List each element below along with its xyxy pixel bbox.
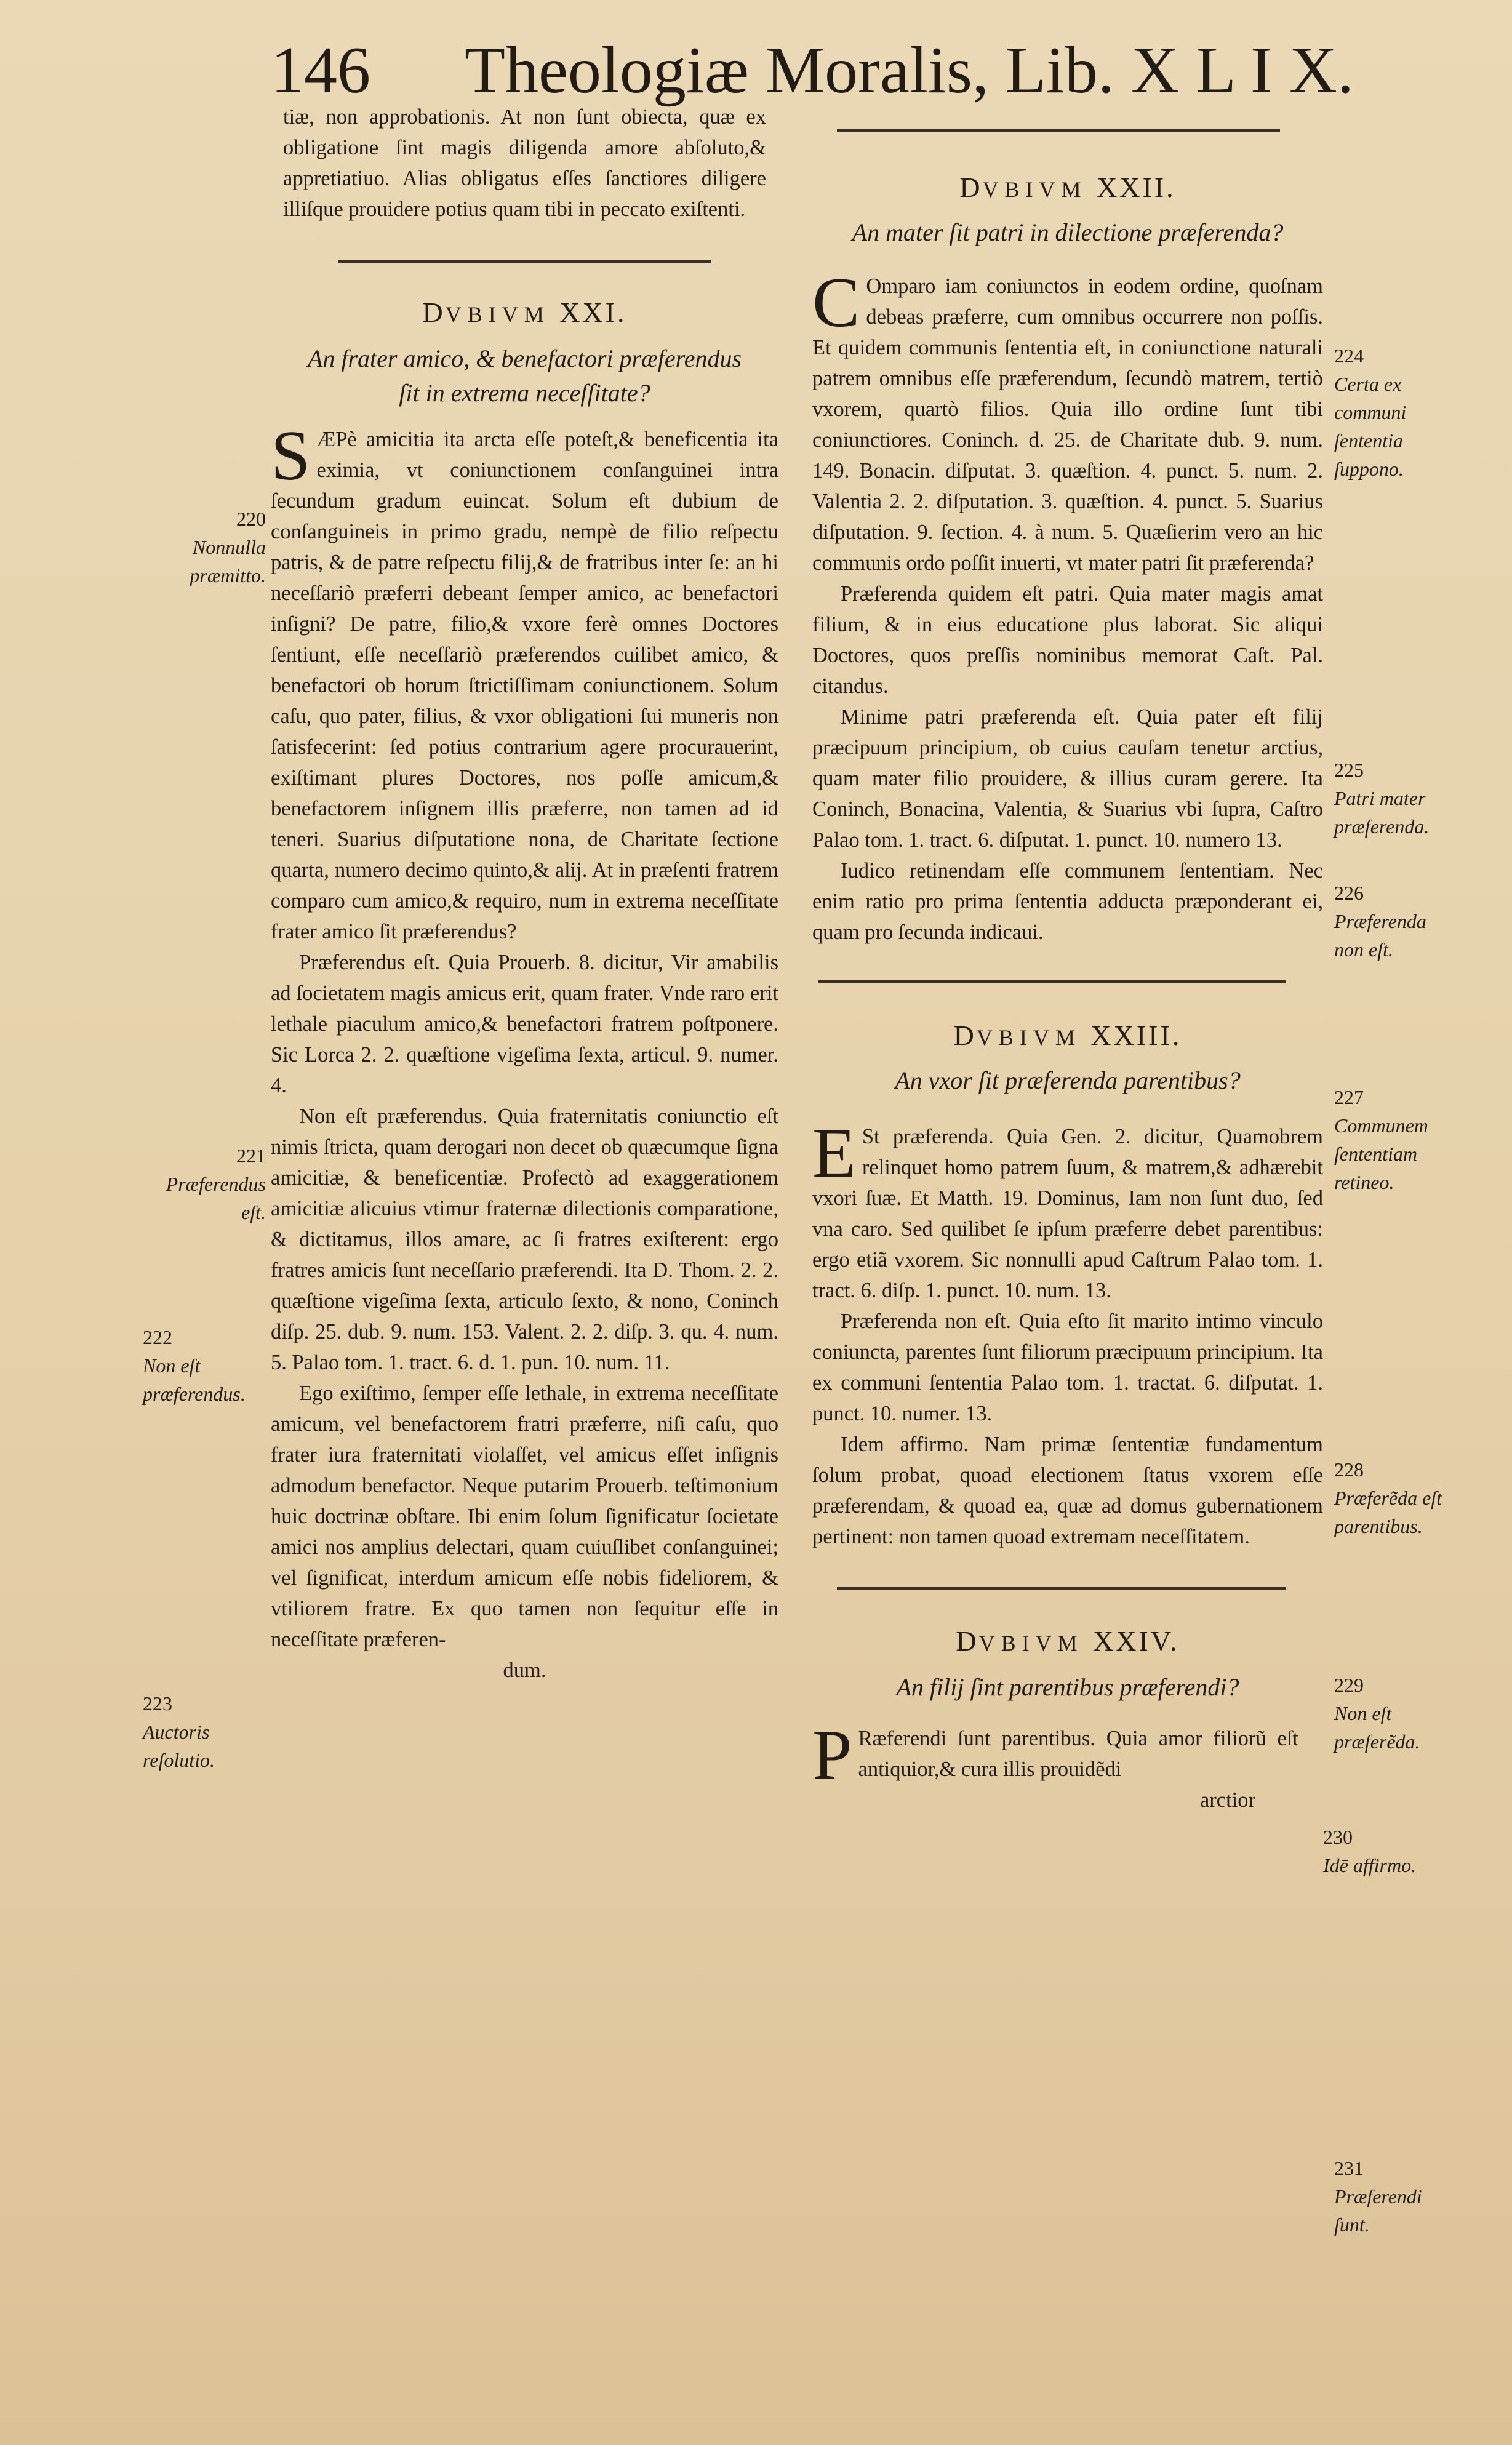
- dubium-22-heading: DVBIVM XXII.: [959, 172, 1176, 203]
- paragraph-225: Præferenda quidem eſt patri. Quia mater magis amat filium, & in eius educatione plus laborat. Sic aliqui Doctores, quos preſſis nominibus memorat Caſt. Pal. citandus.: [812, 582, 1323, 698]
- dubium-24-question: An filij ſint parentibus præferendi?: [896, 1673, 1239, 1701]
- dubium-22-question: An mater ſit patri in dilectione præferenda?: [852, 218, 1284, 246]
- margin-note-231: 231 Præferendi ſunt.: [1334, 2157, 1422, 2236]
- paragraph-228: E St præferenda. Quia Gen. 2. dicitur, Quamobrem relinquet homo patrem ſuum, & matrem,& adhærebit vxori ſuæ. Et Matth. 19. Dominus, Iam non ſunt duo, ſed vna caro. Sed quilibet ſe ipſum præferre debet parentibus: ergo etiã vxorem. Sic nonnulli apud Caſtrum Palao tom. 1. tract. 6. diſp. 1. punct. 10. num. 13.: [812, 1114, 1323, 1302]
- page-number: 146: [271, 34, 370, 107]
- paragraph-223: Ego exiſtimo, ſemper eſſe lethale, in extrema neceſſitate amicum, vel benefactorem fratri præferre, niſi caſu, quo frater iura fraternitati violaſſet, vel amicus eſſet inſignis admodum benefactor. Neque putarim Prouerb. teſtimonium huic doctrinæ obſtare. Ibi enim ſolum ſignificatur ſocietate amici nos amplius delectari, quam cuiuſlibet conſanguinei; vel ſignificat, interdum amicum eſſe nobis fideliorem, & vtiliorem fratre. Ex quo tamen non ſequitur eſſe in neceſſitate præferen-: [271, 1382, 778, 1651]
- margin-note-228: 228 Præferẽda eſt parentibus.: [1334, 1459, 1442, 1537]
- margin-note-223: 223 Auctoris reſolutio.: [143, 1692, 215, 1771]
- left-column: [271, 102, 778, 1686]
- margin-note-229: 229 Non eſt præferẽda.: [1334, 1674, 1420, 1753]
- section-rule: [837, 1587, 1286, 1590]
- paragraph-231-end: arctior: [1199, 1788, 1255, 1812]
- dubium-23-heading: DVBIVM XXIII.: [953, 1020, 1182, 1051]
- continued-paragraph: tiæ, non approbationis. At non ſunt obiecta, quæ ex obligatione ſint magis diligenda amore abſoluto,& appretiatiuo. Alias obligatus eſſes ſanctiores diligere illiſque prouidere potius quam tibi in peccato exiſtenti.: [283, 105, 766, 221]
- section-rule: [837, 129, 1280, 132]
- margin-note-226: 226 Præferenda non eſt.: [1334, 882, 1426, 961]
- drop-cap: C: [812, 263, 860, 342]
- margin-note-224: 224 Certa ex communi ſententia ſuppono.: [1334, 345, 1407, 480]
- margin-note-227: 227 Communem ſententiam retineo.: [1334, 1086, 1428, 1193]
- section-rule: [818, 980, 1286, 983]
- paragraph-223-end: dum.: [503, 1659, 546, 1682]
- paragraph-224: C Omparo iam coniunctos in eodem ordine, quoſnam debeas præferre, cum omnibus occurrere non poſſis. Et quidem communis ſententia eſt, in coniunctione naturali patrem omnibus eſſe præferendum, ſecundò matrem, tertiò vxorem, quartò filios. Quia illo ordine ſunt tibi coniunctiores. Coninch. d. 25. de Charitate dub. 9. num. 149. Bonacin. diſputat. 3. quæſtion. 4. punct. 5. num. 2. Valentia 2. 2. diſputation. 3. quæſtion. 4. punct. 5. Suarius diſputation. 9. ſection. 4. à num. 5. Quæſierim vero an hic communis ordo poſſit inuerti, vt mater patri ſit præferenda?: [812, 263, 1323, 575]
- margin-note-220: 220 Nonnulla præmitto.: [190, 508, 266, 586]
- paragraph-226: Minime patri præferenda eſt. Quia pater eſt filij præcipuum principium, ob cuius cauſam tenetur arctius, quam mater filio prouidere, & illius curam gerere. Ita Coninch, Bonacina, Valentia, & Suarius vbi ſupra, Caſtro Palao tom. 1. tract. 6. diſputat. 1. punct. 10. numero 13.: [812, 705, 1323, 852]
- paragraph-222: Non eſt præferendus. Quia fraternitatis coniunctio eſt nimis ſtricta, quam derogari non decet ob quæcumque ſigna amicitiæ, & beneficentiæ. Profectò ad exaggerationem amicitiæ alicuius vtimur fraternæ dilectionis comparatione, & dictitamus, illos amare, ac ſi fratres exiſterent: ergo fratres amicis ſunt neceſſario præferendi. Ita D. Thom. 2. 2. quæſtione vigeſima ſexta, articulo ſexto, & nono, Coninch diſp. 25. dub. 9. num. 153. Valent. 2. 2. diſp. 3. qu. 4. num. 5. Palao tom. 1. tract. 6. d. 1. pun. 10. num. 11.: [271, 1105, 778, 1374]
- margin-note-230: 230 Idē affirmo.: [1323, 1826, 1417, 1876]
- paragraph-227: Iudico retinendam eſſe communem ſententiam. Nec enim ratio pro prima ſententia adducta præponderant ei, quam pro ſecunda indicaui.: [812, 859, 1323, 944]
- dubium-21-heading: DVBIVM XXI.: [422, 297, 627, 328]
- dubium-23-question: An vxor ſit præferenda parentibus?: [895, 1066, 1241, 1094]
- paragraph-221: Præferendus eſt. Quia Prouerb. 8. dicitur, Vir amabilis ad ſocietatem magis amicus erit, quam frater. Vnde raro erit lethale piaculum amico,& benefactori fratrem poſtponere. Sic Lorca 2. 2. quæſtione vigeſima ſexta, articul. 9. numer. 4.: [271, 951, 778, 1097]
- section-rule: [338, 260, 711, 263]
- drop-cap: S: [271, 417, 311, 495]
- paragraph-220: S ÆPè amicitia ita arcta eſſe poteſt,& beneficentia ita eximia, vt coniunctionem conſanguinei intra ſecundum gradum euincat. Solum eſt dubium de conſanguineis in primo gradu, nempè de filio reſpectu patris, & de patre reſpectu filij,& de fratribus inter ſe: an hi neceſſariò præferri debeant ſemper amico, ac benefactori inſigni? De patre, filio,& vxore ferè omnes Doctores ſentiunt, eſſe neceſſariò præferendos cuilibet amico, & benefactori ob horum ſtrictiſſimam coniunctionem. Solum caſu, quo pater, filius, & vxor obligationi ſui muneris non ſatisfecerint: ſed potius contrarium agere procurauerint, exiſtimant plures Doctores, nos poſſe amicum,& benefactorem inſignem illis præferre, non tamen ad id teneri. Suarius diſputatione nona, de Charitate ſectione quarta, numero decimo quinto,& alij. At in præſenti fratrem comparo cum amico,& requiro, num in extrema neceſſitate frater amico ſit præferendus?: [271, 417, 778, 943]
- margin-note-225: 225 Patri mater præferenda.: [1334, 759, 1430, 838]
- running-title: Theologiæ Moralis, Lib. X L I X.: [465, 34, 1354, 107]
- paragraph-231: P Ræferendi ſunt parentibus. Quia amor filiorũ eſt antiquior,& cura illis prouidẽdi: [812, 1716, 1298, 1795]
- drop-cap: P: [812, 1716, 852, 1795]
- paragraph-230: Idem affirmo. Nam primæ ſententiæ fundamentum ſolum probat, quoad electionem ſtatus vxorem eſſe præferendam, & quoad ea, quæ ad domus gubernationem pertinent: non tamen quoad extremam neceſſitatem.: [812, 1433, 1323, 1548]
- margin-note-222: 222 Non eſt præferendus.: [143, 1326, 246, 1405]
- right-column: [812, 129, 1323, 1815]
- dubium-24-heading: DVBIVM XXIV.: [956, 1625, 1180, 1657]
- drop-cap: E: [812, 1114, 856, 1193]
- paragraph-229: Præferenda non eſt. Quia eſto ſit marito intimo vinculo coniuncta, parentes ſunt filiorum præcipuum principium. Ita ex communi ſententia Palao tom. 1. tractat. 6. diſputat. 1. punct. 10. numer. 13.: [812, 1310, 1323, 1425]
- margin-note-221: 221 Præferendus eſt.: [166, 1145, 266, 1223]
- dubium-21-question: An frater amico, & benefactori præferendus ſit in extrema neceſſitate?: [307, 345, 742, 407]
